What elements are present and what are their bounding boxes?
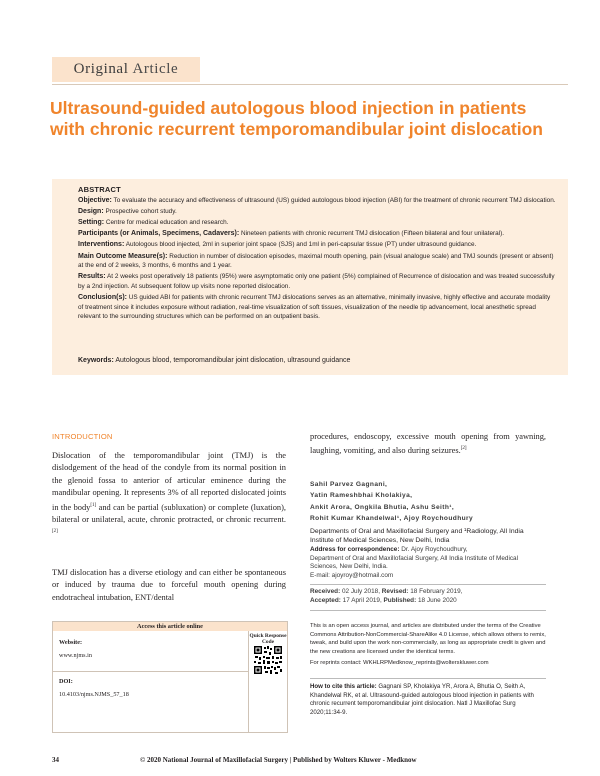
ref-1[interactable]: [1] bbox=[90, 502, 97, 508]
abstract-objective: Objective: To evaluate the accuracy and effectiveness of ultrasound (US) guided autologous blood injection (ABI) for the treatment of chronic recurrent TMJ dislocation. bbox=[78, 196, 556, 204]
article-type-word-1: Original bbox=[73, 61, 129, 77]
author-line-3: Ankit Arora, Ongkila Bhutia, Ashu Seith¹, bbox=[310, 503, 455, 511]
cite-label: How to cite this article: bbox=[310, 683, 377, 690]
correspondence-address: Department of Oral and Maxillofacial Surgery, All India Institute of Medical Sciences, New Delhi, India. bbox=[310, 554, 519, 571]
abstract-box bbox=[52, 179, 568, 375]
website-label: Website: bbox=[59, 639, 83, 646]
page-number: 34 bbox=[52, 756, 59, 764]
abstract-outcome: Main Outcome Measure(s): Reduction in number of dislocation episodes, maximal mouth opening, pain (visual analogue scale) and TMJ sounds (present or absent) at the end of 2 weeks, 3 months, 6 months and 1 year. bbox=[78, 252, 554, 270]
header-divider bbox=[52, 84, 568, 85]
intro-paragraph-1: Dislocation of the temporomandibular joint (TMJ) is the dislodgement of the head of the condyle from its normal position in the glenoid fossa to anterior of articular eminence during the mandibular opening. It represents 3% of all reported dislocated joints in the body[1] and can be partial (subluxation) or complete (luxation), bilateral or unilateral, acute, chronic protracted, or chronic recurrent.[2] bbox=[52, 451, 286, 535]
license-text: This is an open access journal, and articles are distributed under the terms of the Creative Commons Attribution-NonCommercial-ShareAlike 4.0 License, which allows others to remix, tweak, and build upon the work non-commercially, as long as appropriate credit is given and the new creations are licensed under the identical terms. bbox=[310, 623, 546, 655]
doi-link[interactable]: 10.4103/njms.NJMS_57_18 bbox=[59, 691, 129, 698]
article-type-word-2: Article bbox=[132, 61, 179, 77]
doi-label: DOI: bbox=[59, 678, 73, 685]
cite-text: Gagnani SP, Kholakiya YR, Arora A, Bhutia O, Seith A, Khandelwal RK, et al. Ultrasound-guided autologous blood injection in patients with chronic recurrent temporomandibular joint dislocation. Natl J Maxillofac Surg 2020;11:34-9. bbox=[310, 683, 534, 716]
qr-code-icon[interactable] bbox=[253, 645, 283, 675]
how-to-cite bbox=[310, 683, 546, 717]
correspondence-label: Address for correspondence: bbox=[310, 546, 400, 553]
divider bbox=[310, 610, 546, 611]
keywords-label: Keywords: bbox=[78, 357, 114, 364]
author-line-4: Rohit Kumar Khandelwal¹, Ajoy Roychoudhury bbox=[310, 515, 474, 523]
access-article-box bbox=[52, 621, 288, 733]
author-list bbox=[310, 479, 546, 525]
abstract-participants: Participants (or Animals, Specimens, Cadavers): Nineteen patients with chronic recurrent TMJ dislocation (Fifteen bilateral and four unilateral). bbox=[78, 230, 505, 238]
intro-paragraph-2-cont: procedures, endoscopy, excessive mouth opening from yawning, laughing, vomiting, and also during seizures.[2] bbox=[310, 432, 546, 456]
author-line-2: Yatin Rameshbhai Kholakiya, bbox=[310, 492, 413, 500]
divider bbox=[310, 584, 546, 585]
intro-heading: INTRODUCTION bbox=[52, 432, 113, 441]
website-link[interactable]: www.njms.in bbox=[59, 652, 92, 659]
abstract-conclusion: Conclusion(s): US guided ABI for patients with chronic recurrent TMJ dislocations serves as an alternative, minimally invasive, highly effective and accurate modality of treatment since it includes exposure without radiation, real-time visualization of soft tissues, visualization of the needle tip advancement, local anesthetic spread relevant to the surrounding structures which can be performed on an outpatient basis. bbox=[78, 294, 551, 321]
reprints-contact[interactable]: For reprints contact: WKHLRPMedknow_reprints@wolterskluwer.com bbox=[310, 660, 489, 666]
abstract-results: Results: At 2 weeks post operatively 18 patients (95%) were asymptomatic only one patient (5%) complained of Recurrence of dislocation and was treated successfully by a 2nd injection. At subsequent follow up visits none reported dislocation. bbox=[78, 273, 555, 290]
keywords-text: Autologous blood, temporomandibular joint dislocation, ultrasound guidance bbox=[113, 357, 351, 364]
abstract-heading: ABSTRACT bbox=[78, 185, 121, 194]
intro-paragraph-2: TMJ dislocation has a diverse etiology and can either be spontaneous or induced by trauma due to forceful mouth opening during endotracheal intubation, ENT/dental bbox=[52, 568, 286, 602]
author-line-1: Sahil Parvez Gagnani, bbox=[310, 481, 388, 488]
qr-label: Quick Response Code bbox=[249, 633, 287, 645]
divider bbox=[248, 631, 249, 732]
open-access-note bbox=[310, 622, 546, 668]
divider bbox=[310, 678, 546, 679]
abstract-content bbox=[78, 185, 556, 323]
abstract-setting: Setting: Centre for medical education and research. bbox=[78, 218, 229, 226]
correspondence-email[interactable]: E-mail: ajoyroy@hotmail.com bbox=[310, 572, 394, 580]
correspondence: Address for correspondence: Dr. Ajoy Roychoudhury, Department of Oral and Maxillofacial Surgery, All India Institute of Medical Sciences, New Delhi, India. E-mail: ajoyroy@hotmail.com bbox=[310, 546, 519, 580]
article-title: Ultrasound-guided autologous blood injection in patients with chronic recurrent temporomandibular joint dislocation bbox=[50, 98, 543, 139]
abstract-interventions: Interventions: Autologous blood injected, 2ml in superior joint space (SJS) and 1ml in peri-capsular tissue (PT) under ultrasound guidance. bbox=[78, 241, 477, 249]
article-type-tab bbox=[52, 57, 200, 82]
ref-2b[interactable]: [2] bbox=[460, 446, 467, 452]
access-heading: Access this article online bbox=[53, 622, 287, 631]
footer-copyright: © 2020 National Journal of Maxillofacial Surgery | Published by Wolters Kluwer - Medknow bbox=[140, 756, 417, 764]
author-affiliation: Departments of Oral and Maxillofacial Surgery and ¹Radiology, All India Institute of Medical Sciences, New Delhi, India bbox=[310, 528, 524, 545]
keywords bbox=[78, 357, 350, 364]
article-dates: Received: 02 July 2018, Revised: 18 February 2019, Accepted: 17 April 2019, Published: 18 June 2020 bbox=[310, 588, 463, 604]
abstract-design: Design: Prospective cohort study. bbox=[78, 207, 177, 215]
divider bbox=[53, 671, 248, 672]
ref-2[interactable]: [2] bbox=[52, 529, 58, 535]
